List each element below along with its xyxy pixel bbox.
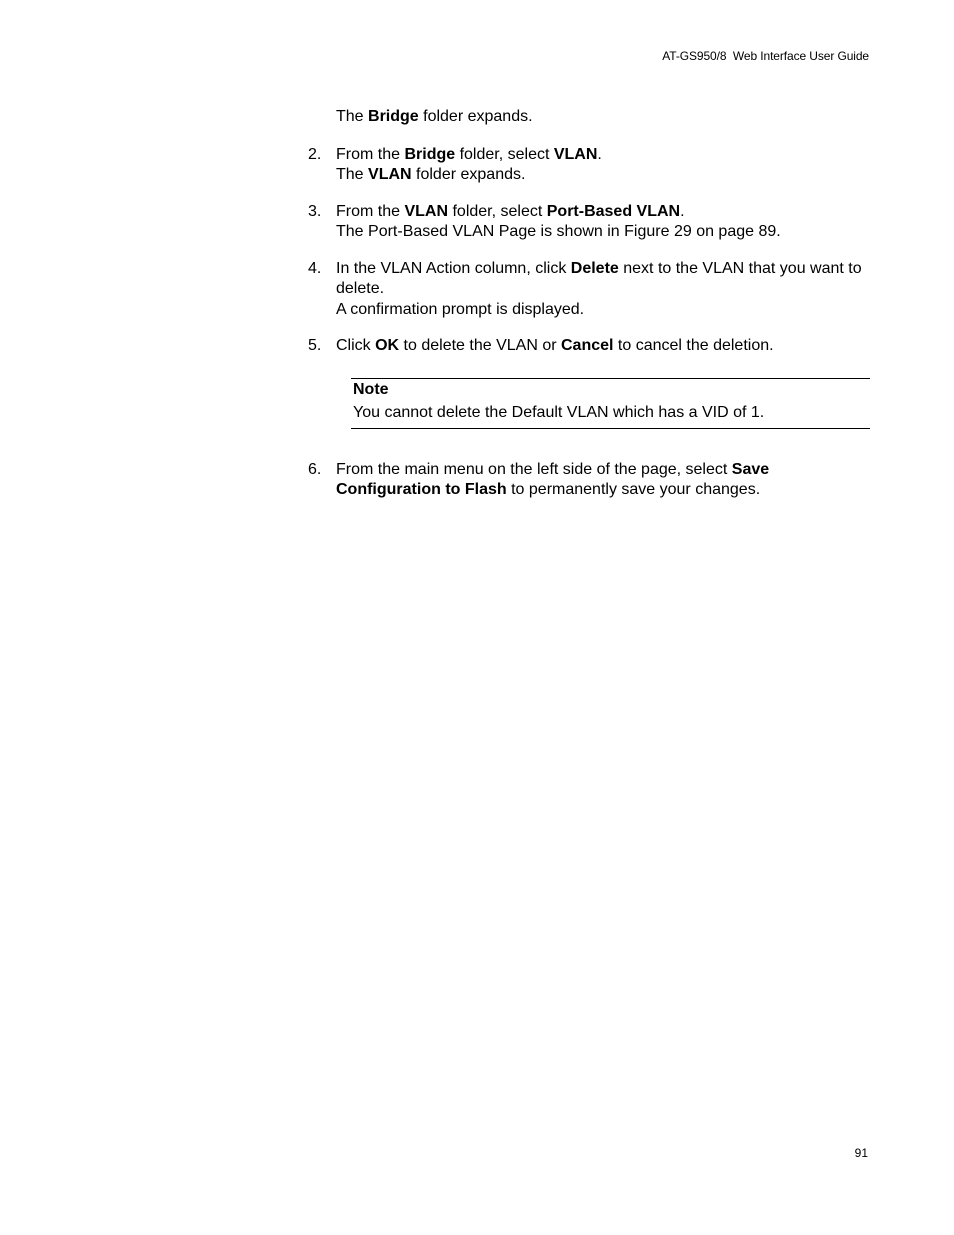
step-instruction: From the main menu on the left side of the page, select Save Configuration to Flash to permanently save your changes. <box>336 460 770 498</box>
step-6 <box>308 460 870 501</box>
step-result: The VLAN folder expands. <box>336 166 526 183</box>
step-2 <box>308 145 870 186</box>
step-number: 4. <box>308 259 322 277</box>
step-result: A confirmation prompt is displayed. <box>336 300 585 318</box>
step-number: 5. <box>308 337 322 354</box>
step-body <box>336 202 870 243</box>
intro-result: The Bridge folder expands. <box>336 108 533 125</box>
step-3 <box>308 202 870 243</box>
step-number: 2. <box>308 145 322 163</box>
document-body <box>308 107 870 517</box>
step-number: 6. <box>308 460 322 478</box>
step-4 <box>308 259 870 321</box>
note-box <box>351 378 870 429</box>
page-number: 91 <box>854 1146 868 1160</box>
step-5 <box>308 336 870 357</box>
step-number: 3. <box>308 202 322 220</box>
step-body <box>336 259 870 321</box>
note-title: Note <box>353 380 389 398</box>
note-text: You cannot delete the Default VLAN which has a VID of 1. <box>353 404 765 421</box>
step-instruction: Click OK to delete the VLAN or Cancel to cancel the deletion. <box>336 337 774 354</box>
step-instruction: From the Bridge folder, select VLAN. <box>336 145 602 163</box>
step-body <box>336 336 870 357</box>
step-body <box>336 460 870 501</box>
step-result: The Port-Based VLAN Page is shown in Figure 29 on page 89. <box>336 223 781 240</box>
step-body <box>336 145 870 186</box>
step-instruction: From the VLAN folder, select Port-Based VLAN. <box>336 202 685 220</box>
step-instruction: In the VLAN Action column, click Delete next to the VLAN that you want to delete. <box>336 259 862 297</box>
running-header: AT-GS950/8 Web Interface User Guide <box>662 49 869 63</box>
